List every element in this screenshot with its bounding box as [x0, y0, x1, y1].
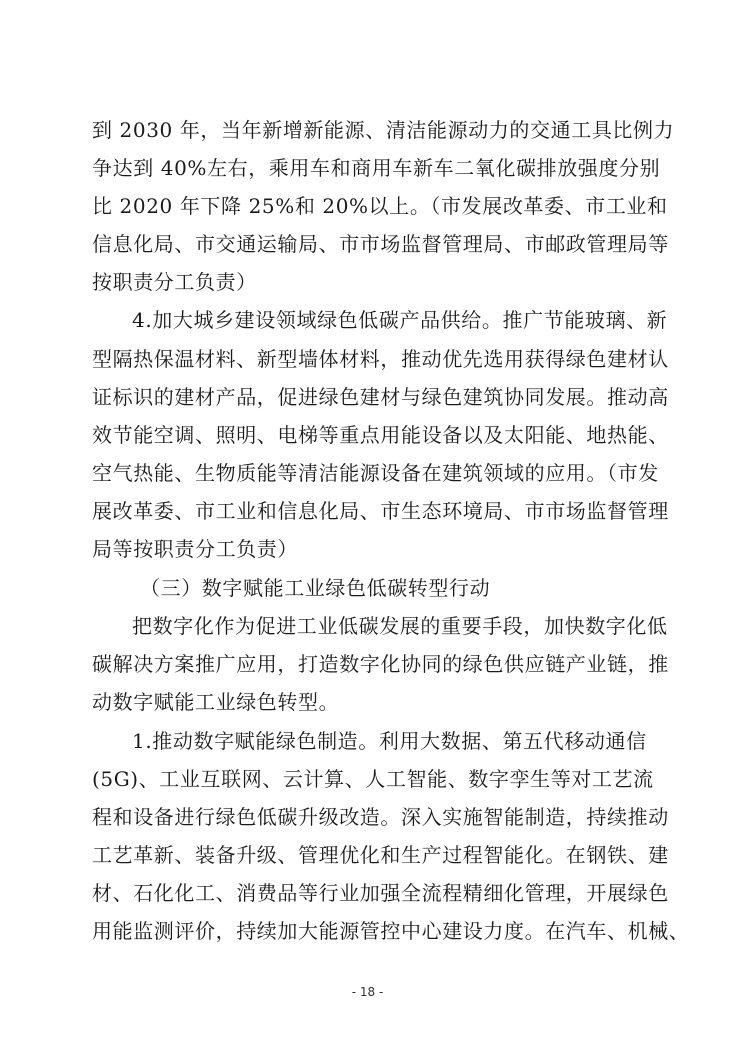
text-line: 信息化局、市交通运输局、市市场监督管理局、市邮政管理局等 [92, 232, 669, 256]
text-line: 材、石化化工、消费品等行业加强全流程精细化管理，开展绿色 [92, 881, 669, 905]
text-line: 空气热能、生物质能等清洁能源设备在建筑领域的应用。（市发 [92, 461, 659, 485]
text-line: 比 2020 年下降 25%和 20%以上。（市发展改革委、市工业和 [92, 194, 668, 218]
text-line: 到 2030 年，当年新增新能源、清洁能源动力的交通工具比例力 [92, 118, 675, 142]
text-line: 用能监测评价，持续加大能源管控中心建设力度。在汽车、机械、 [92, 919, 690, 943]
text-line: 动数字赋能工业绿色转型。 [92, 690, 340, 714]
text-line: 把数字化作为促进工业低碳发展的重要手段，加快数字化低 [132, 614, 668, 638]
text-line: 碳解决方案推广应用，打造数字化协同的绿色供应链产业链，推 [92, 652, 669, 676]
text-line: 证标识的建材产品，促进绿色建材与绿色建筑协同发展。推动高 [92, 385, 669, 409]
text-line: 工艺革新、装备升级、管理优化和生产过程智能化。在钢铁、建 [92, 843, 669, 867]
text-line: 局等按职责分工负责） [92, 537, 298, 561]
page-number: - 18 - [351, 985, 384, 999]
text-line: 展改革委、市工业和信息化局、市生态环境局、市市场监督管理 [92, 499, 669, 523]
section-heading: （三）数字赋能工业绿色低碳转型行动 [140, 576, 491, 600]
text-line: 程和设备进行绿色低碳升级改造。深入实施智能制造，持续推动 [92, 805, 669, 829]
text-line: (5G)、工业互联网、云计算、人工智能、数字孪生等对工艺流 [92, 767, 654, 791]
text-line: 型隔热保温材料、新型墙体材料，推动优先选用获得绿色建材认 [92, 347, 669, 371]
text-line: 4.加大城乡建设领域绿色低碳产品供给。推广节能玻璃、新 [132, 308, 668, 332]
text-line: 争达到 40%左右，乘用车和商用车新车二氧化碳排放强度分别 [92, 156, 661, 180]
text-line: 1.推动数字赋能绿色制造。利用大数据、第五代移动通信 [132, 729, 647, 753]
text-line: 效节能空调、照明、电梯等重点用能设备以及太阳能、地热能、 [92, 423, 669, 447]
text-line: 按职责分工负责） [92, 270, 257, 294]
